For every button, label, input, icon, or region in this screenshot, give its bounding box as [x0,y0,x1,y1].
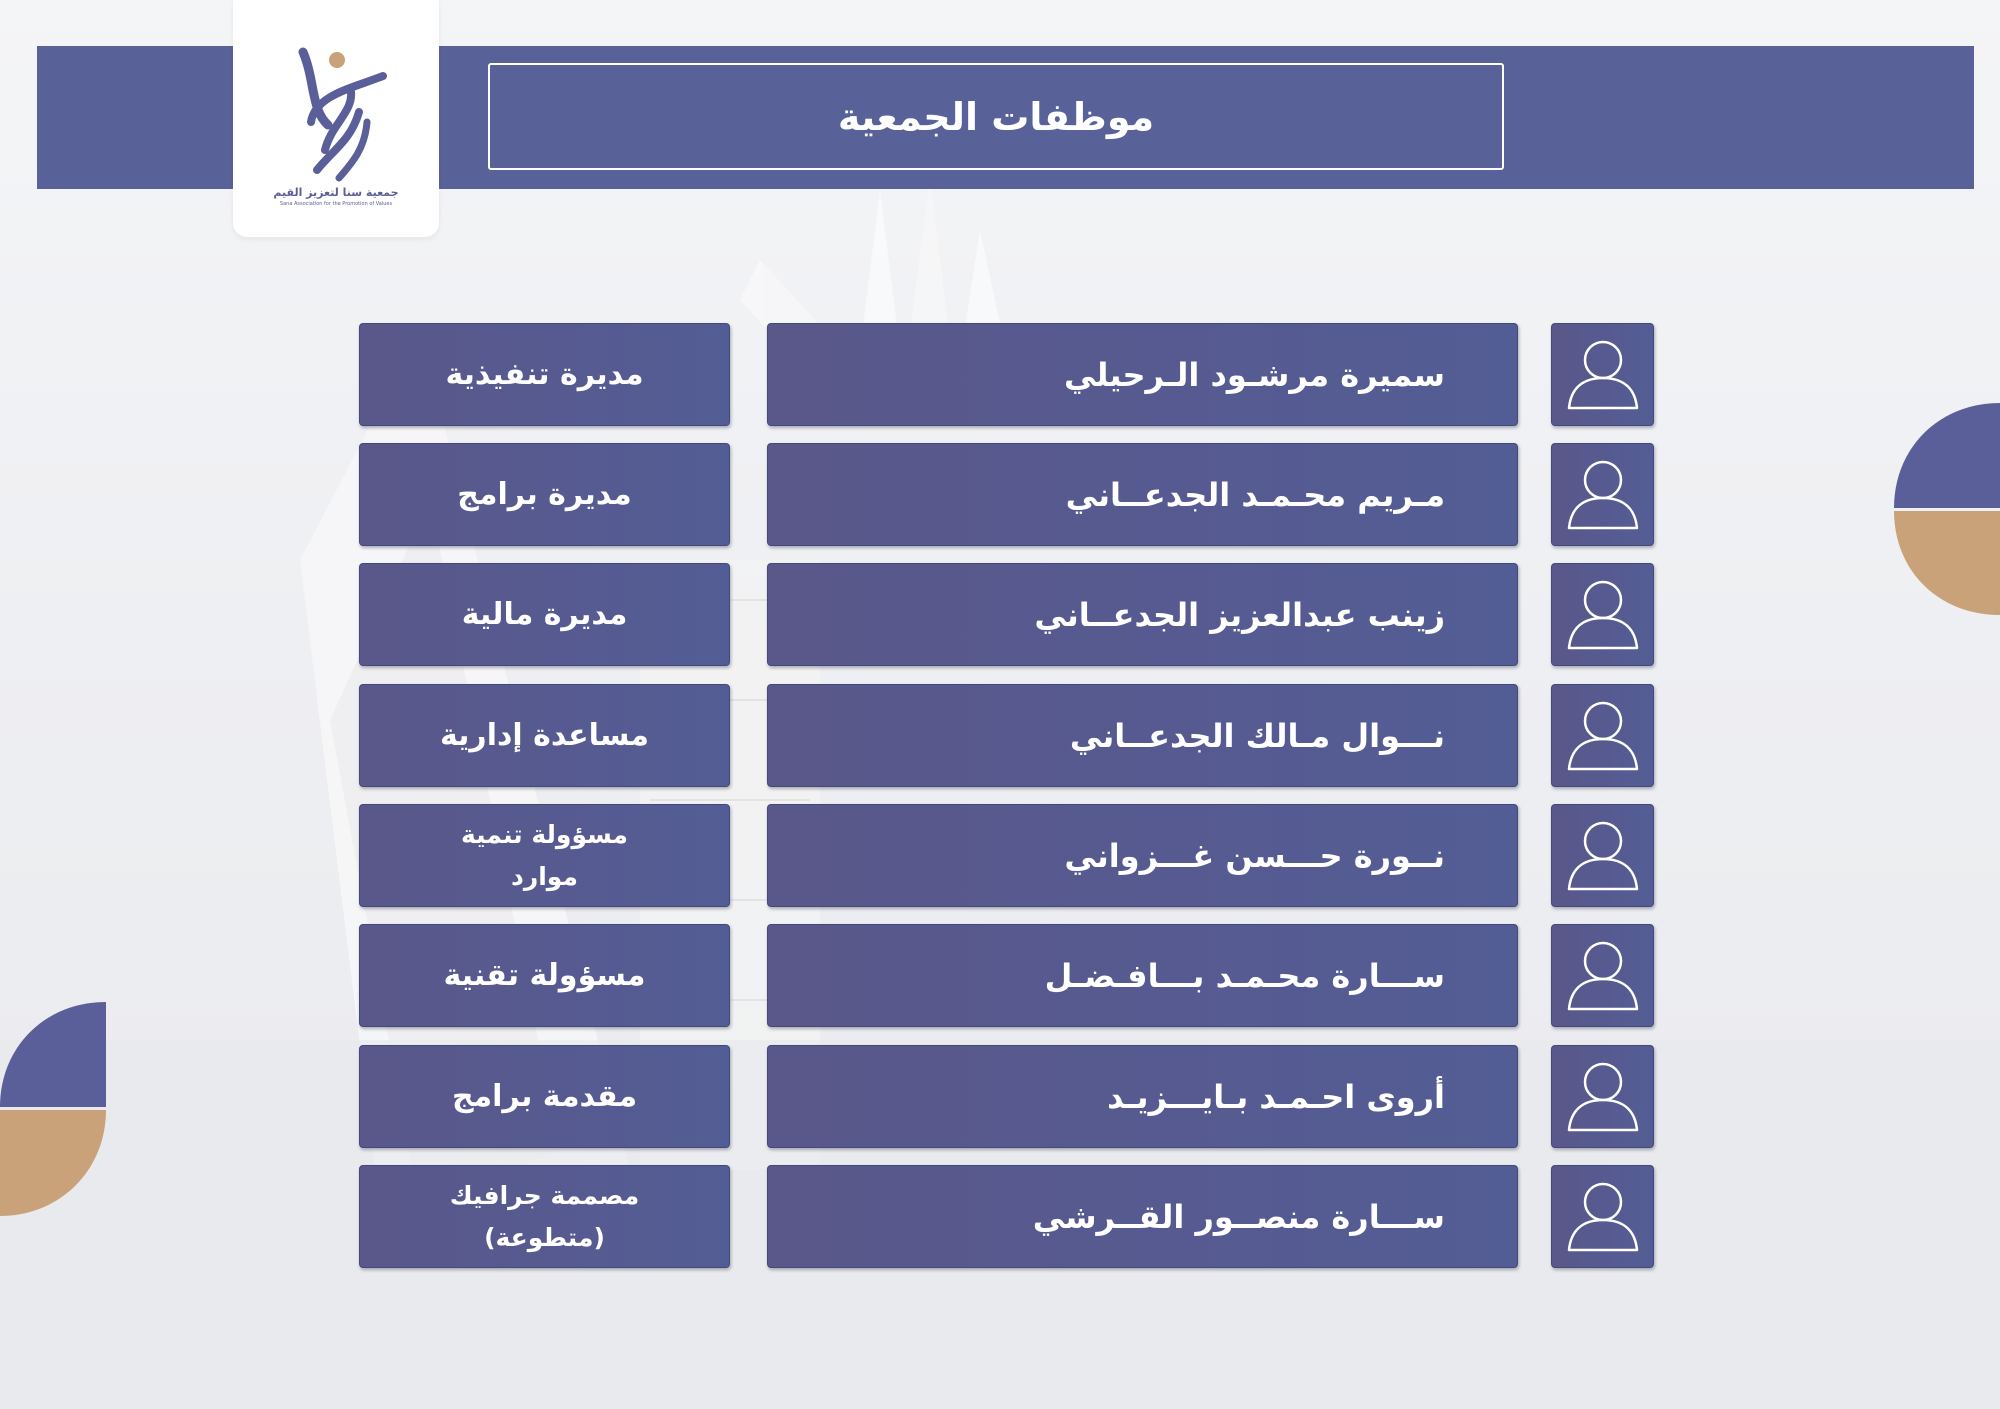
staff-row [0,924,2000,1027]
staff-role: مسؤولة تنمية موارد [359,804,730,907]
staff-name: ســـارة منصــور القــرشي [767,1165,1518,1268]
user-outline-icon [1551,1045,1654,1148]
user-outline-icon [1551,323,1654,426]
sana-logo-icon [233,0,439,186]
user-outline-icon [1551,684,1654,787]
staff-row [0,323,2000,426]
page-title: موظفات الجمعية [488,63,1504,170]
staff-role: مقدمة برامج [359,1045,730,1148]
staff-name: زينب عبدالعزيز الجدعــاني [767,563,1518,666]
staff-row [0,684,2000,787]
staff-name: مـريم محـمـد الجدعــاني [767,443,1518,546]
staff-name: نــورة حـــسن غـــزواني [767,804,1518,907]
logo-name: جمعية سنا لتعزيز القيم [273,186,399,199]
staff-role: مصممة جرافيك (متطوعة) [359,1165,730,1268]
staff-row [0,1045,2000,1148]
staff-name: نـــوال مـالك الجدعــاني [767,684,1518,787]
staff-row [0,1165,2000,1268]
user-outline-icon [1551,804,1654,907]
user-outline-icon [1551,924,1654,1027]
staff-name: سميرة مرشـود الـرحيلي [767,323,1518,426]
staff-role: مديرة برامج [359,443,730,546]
user-outline-icon [1551,1165,1654,1268]
staff-row [0,443,2000,546]
user-outline-icon [1551,563,1654,666]
staff-role: مسؤولة تقنية [359,924,730,1027]
staff-row [0,804,2000,907]
staff-role: مساعدة إدارية [359,684,730,787]
logo-subtitle: Sana Association for the Promotion of Values [279,201,393,207]
staff-row [0,563,2000,666]
user-outline-icon [1551,443,1654,546]
staff-name: ســـارة محـمـد بـــافـضـل [767,924,1518,1027]
staff-name: أروى احـمـد بـايـــزيـد [767,1045,1518,1148]
staff-role: مديرة مالية [359,563,730,666]
staff-role: مديرة تنفيذية [359,323,730,426]
logo-card [233,0,439,237]
